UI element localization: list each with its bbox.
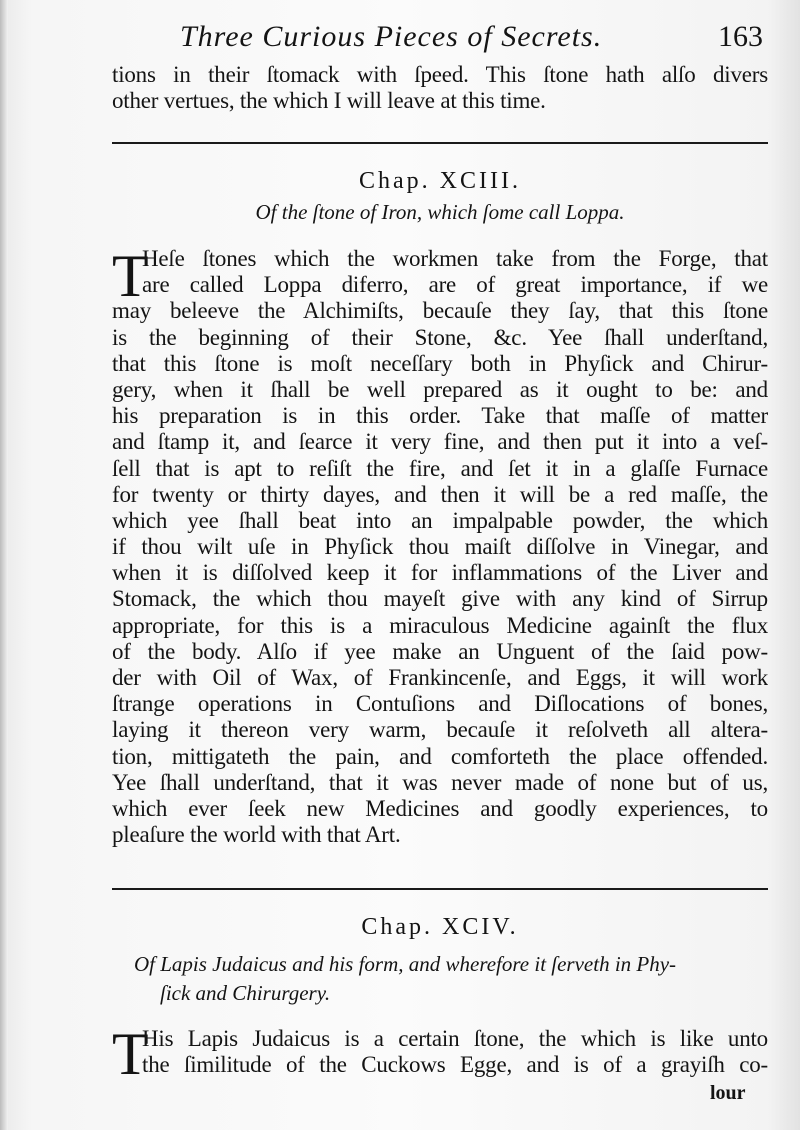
text-line: laying it thereon very warm, becauſe it reſolveth all altera-	[112, 717, 768, 743]
text-line: which ever ſeek new Medicines and goodly experiences, to	[112, 795, 768, 821]
text-line: and ſtamp it, and ſearce it very fine, and then put it into a veſ-	[112, 429, 768, 455]
running-head	[0, 14, 800, 58]
binding-shadow	[0, 0, 8, 1130]
text-line: Stomack, the which thou mayeſt give with any kind of Sirrup	[112, 586, 768, 612]
chapter-heading: Chap. XCIII.	[359, 168, 521, 194]
text-line: pleaſure the world with that Art.	[112, 822, 401, 848]
text-line: of the body. Alſo if yee make an Unguent of the ſaid pow-	[112, 638, 768, 664]
section-rule	[112, 142, 768, 144]
catchword: lour	[710, 1082, 746, 1104]
text-line: appropriate, for this is a miraculous Medicine againſt the flux	[112, 612, 768, 638]
subtitle-line: Of Lapis Judaicus and his form, and wherefore it ſerveth in Phy-	[134, 952, 677, 976]
text-line: are called Loppa diferro, are of great importance, if we	[142, 272, 768, 298]
drop-cap: T	[112, 1021, 149, 1087]
subtitle-line: ſick and Chirurgery.	[160, 981, 331, 1005]
text-line: Yee ſhall underſtand, that it was never made of none but of us,	[112, 769, 768, 795]
chapter-heading: Chap. XCIV.	[361, 914, 519, 940]
text-line: which yee ſhall beat into an impalpable powder, the which	[112, 507, 768, 533]
text-line: is the beginning of their Stone, &c. Yee ſhall underſtand,	[112, 324, 768, 350]
text-line: ſell that is apt to reſiſt the fire, and ſet it in a glaſſe Furnace	[112, 455, 768, 481]
text-line: tion, mittigateth the pain, and comforteth the place offended.	[112, 743, 768, 769]
text-line: if thou wilt uſe in Phyſick thou maiſt diſſolve in Vinegar, and	[112, 534, 768, 560]
section-rule	[112, 888, 768, 890]
continuation-paragraph	[112, 62, 768, 114]
text-line: may beleeve the Alchimiſts, becauſe they ſay, that this ſtone	[112, 298, 768, 324]
text-line: his preparation is in this order. Take that maſſe of matter	[112, 403, 768, 429]
text-line: der with Oil of Wax, of Frankincenſe, and Eggs, it will work	[112, 665, 768, 690]
page-number: 163	[718, 20, 763, 53]
text-line: His Lapis Judaicus is a certain ſtone, the which is like unto	[142, 1026, 768, 1051]
text-line: Heſe ſtones which the workmen take from the Forge, that	[142, 246, 768, 271]
text-line: for twenty or thirty dayes, and then it will be a red maſſe, the	[112, 481, 768, 507]
text-line: that this ſtone is moſt neceſſary both in Phyſick and Chirur-	[112, 350, 768, 376]
drop-cap: T	[112, 243, 149, 309]
text-line: the ſimilitude of the Cuckows Egge, and is of a grayiſh co-	[142, 1052, 768, 1078]
chapter-94-body	[112, 1026, 768, 1078]
chapter-subtitle	[112, 950, 768, 1008]
text-line: other vertues, the which I will leave at this time.	[112, 88, 546, 114]
text-line: ſtrange operations in Contuſions and Diſlocations of bones,	[112, 691, 768, 717]
running-title: Three Curious Pieces of Secrets.	[180, 20, 603, 53]
text-line: when it is diſſolved keep it for inflammations of the Liver and	[112, 560, 768, 586]
text-line: tions in their ſtomack with ſpeed. This ſtone hath alſo divers	[112, 62, 768, 87]
text-line: gery, when it ſhall be well prepared as it ought to be: and	[112, 376, 768, 402]
chapter-93-body	[112, 243, 768, 848]
chapter-subtitle: Of the ſtone of Iron, which ſome call Loppa.	[255, 200, 625, 224]
